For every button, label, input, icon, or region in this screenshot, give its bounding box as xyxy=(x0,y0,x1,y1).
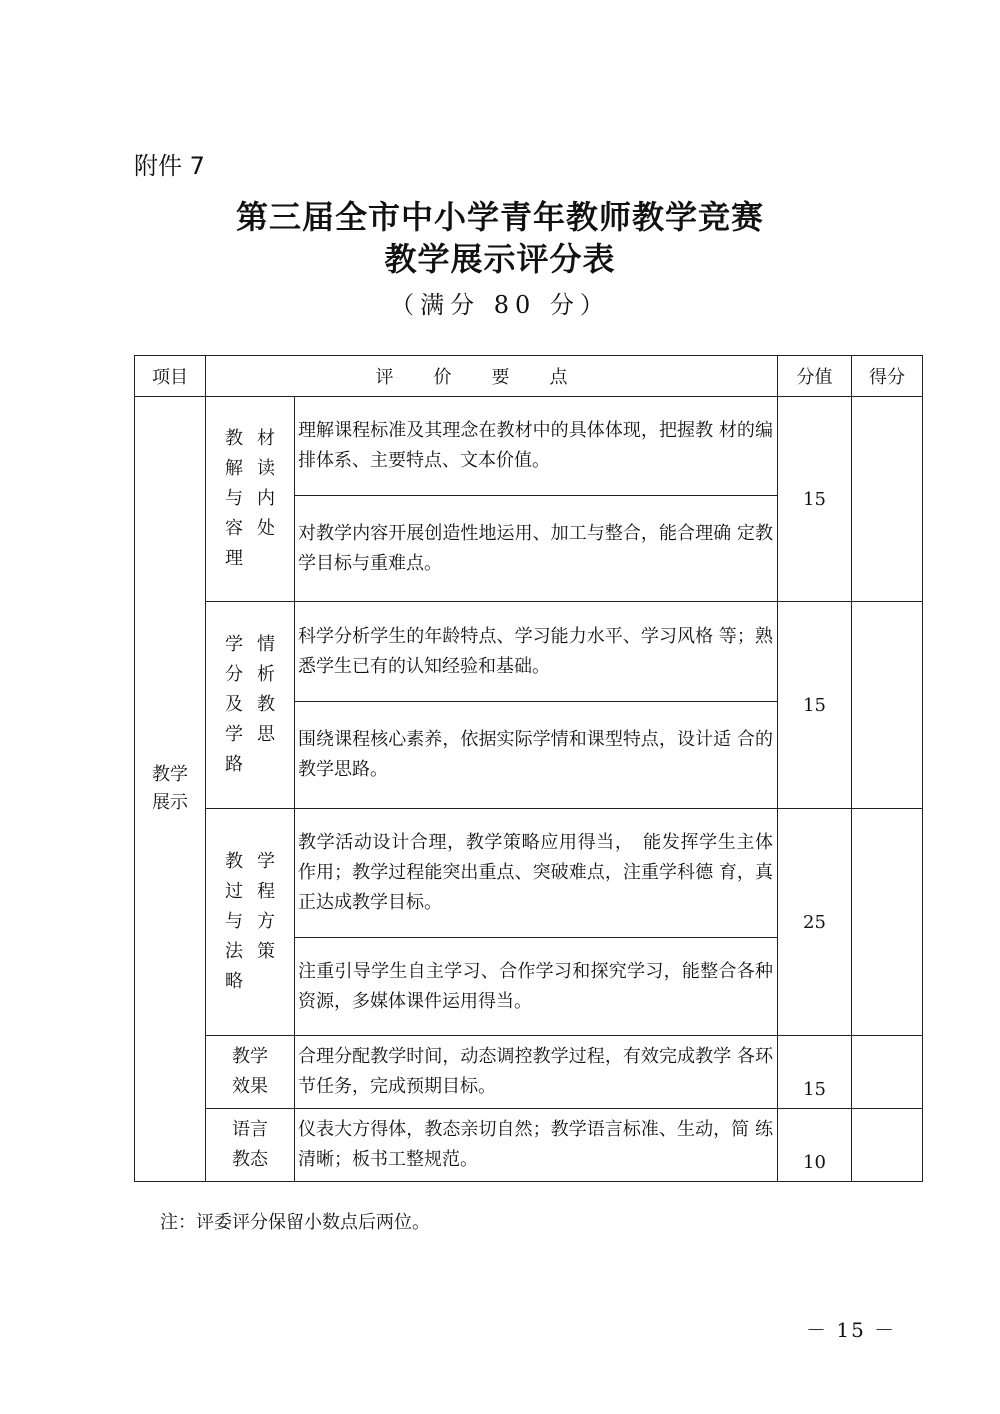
table-row xyxy=(135,1109,923,1182)
header-evaluation-points: 评价要点 xyxy=(206,356,778,397)
sub-item-char: 情 xyxy=(257,634,275,655)
sub-item-char: 解 xyxy=(225,458,243,479)
criterion-text: 注重引导学生自主学习、合作学习和探究学习，能整合各种资源，多媒体课件运用得当。 xyxy=(295,938,778,1036)
sub-item-char: 学 xyxy=(225,634,243,655)
sub-item-char: 析 xyxy=(257,664,275,685)
category-label: 教学展示 xyxy=(152,764,188,813)
sub-item-char: 学 xyxy=(225,724,243,745)
sub-item-label: 语言教态 xyxy=(232,1119,268,1170)
criterion-text: 理解课程标准及其理念在教材中的具体体现，把握教 材的编排体系、主要特点、文本价值。 xyxy=(295,397,778,496)
table-row xyxy=(135,1036,923,1109)
score-input-cell[interactable] xyxy=(852,809,923,1036)
sub-item-char: 与 xyxy=(225,911,243,932)
sub-item-cell xyxy=(206,809,295,1036)
criterion-text: 教学活动设计合理，教学策略应用得当， 能发挥学生主体作用；教学过程能突出重点、突破难点，注重学科德 育，真正达成教学目标。 xyxy=(295,809,778,938)
sub-item-char: 略 xyxy=(225,971,243,992)
sub-item-char: 法 xyxy=(225,941,243,962)
score-input-cell[interactable] xyxy=(852,1036,923,1109)
sub-item-char: 教 xyxy=(225,851,243,872)
score-input-cell[interactable] xyxy=(852,602,923,809)
score-input-cell[interactable] xyxy=(852,1109,923,1182)
page-number: － 15 － xyxy=(806,1318,897,1342)
sub-item-char: 教 xyxy=(225,428,243,449)
sub-item-char: 程 xyxy=(257,881,275,902)
sub-item-label xyxy=(220,847,280,997)
sub-item-label xyxy=(220,630,280,780)
document-subtitle-title: 教学展示评分表 xyxy=(384,240,616,278)
footnote: 注：评委评分保留小数点后两位。 xyxy=(160,1212,430,1233)
sub-item-char: 方 xyxy=(257,911,275,932)
sub-item-char: 内 xyxy=(257,488,275,509)
sub-item-char: 思 xyxy=(257,724,275,745)
sub-item-char: 材 xyxy=(257,428,275,449)
table-header-row xyxy=(135,356,923,397)
criterion-text: 科学分析学生的年龄特点、学习能力水平、学习风格 等；熟悉学生已有的认知经验和基础。 xyxy=(295,602,778,702)
sub-item-label xyxy=(220,424,280,574)
sub-item-char: 学 xyxy=(257,851,275,872)
sub-item-label: 教学效果 xyxy=(232,1046,268,1097)
sub-item-cell xyxy=(206,397,295,602)
point-value: 10 xyxy=(778,1109,852,1182)
attachment-label: 附件 7 xyxy=(134,152,205,180)
sub-item-char: 理 xyxy=(225,548,243,569)
sub-item-char: 策 xyxy=(257,941,275,962)
full-score-note: （满分 80 分） xyxy=(390,291,610,319)
sub-item-char: 读 xyxy=(257,458,275,479)
sub-item-cell xyxy=(206,602,295,809)
point-value: 15 xyxy=(778,397,852,602)
point-value: 15 xyxy=(778,602,852,809)
point-value: 25 xyxy=(778,809,852,1036)
sub-item-char: 容 xyxy=(225,518,243,539)
table-row xyxy=(135,397,923,496)
sub-item-cell xyxy=(206,1036,295,1109)
sub-item-char: 教 xyxy=(257,694,275,715)
point-value: 15 xyxy=(778,1036,852,1109)
sub-item-char: 与 xyxy=(225,488,243,509)
document-title: 第三届全市中小学青年教师教学竞赛 xyxy=(235,198,764,236)
header-value: 分值 xyxy=(778,356,852,397)
criterion-text: 围绕课程核心素养，依据实际学情和课型特点，设计适 合的教学思路。 xyxy=(295,702,778,809)
sub-item-cell xyxy=(206,1109,295,1182)
sub-item-char: 过 xyxy=(225,881,243,902)
sub-item-char: 及 xyxy=(225,694,243,715)
criterion-text: 合理分配教学时间，动态调控教学过程，有效完成教学 各环节任务，完成预期目标。 xyxy=(295,1036,778,1109)
sub-item-char: 分 xyxy=(225,664,243,685)
table-row xyxy=(135,809,923,938)
scoring-table xyxy=(134,355,923,1182)
criterion-text: 对教学内容开展创造性地运用、加工与整合，能合理确 定教学目标与重难点。 xyxy=(295,496,778,602)
category-cell xyxy=(135,397,206,1182)
table-row xyxy=(135,602,923,702)
sub-item-char: 处 xyxy=(257,518,275,539)
criterion-text: 仪表大方得体，教态亲切自然；教学语言标准、生动，简 练清晰；板书工整规范。 xyxy=(295,1109,778,1182)
sub-item-char: 路 xyxy=(225,754,243,775)
header-score: 得分 xyxy=(852,356,923,397)
score-input-cell[interactable] xyxy=(852,397,923,602)
header-item: 项目 xyxy=(135,356,206,397)
